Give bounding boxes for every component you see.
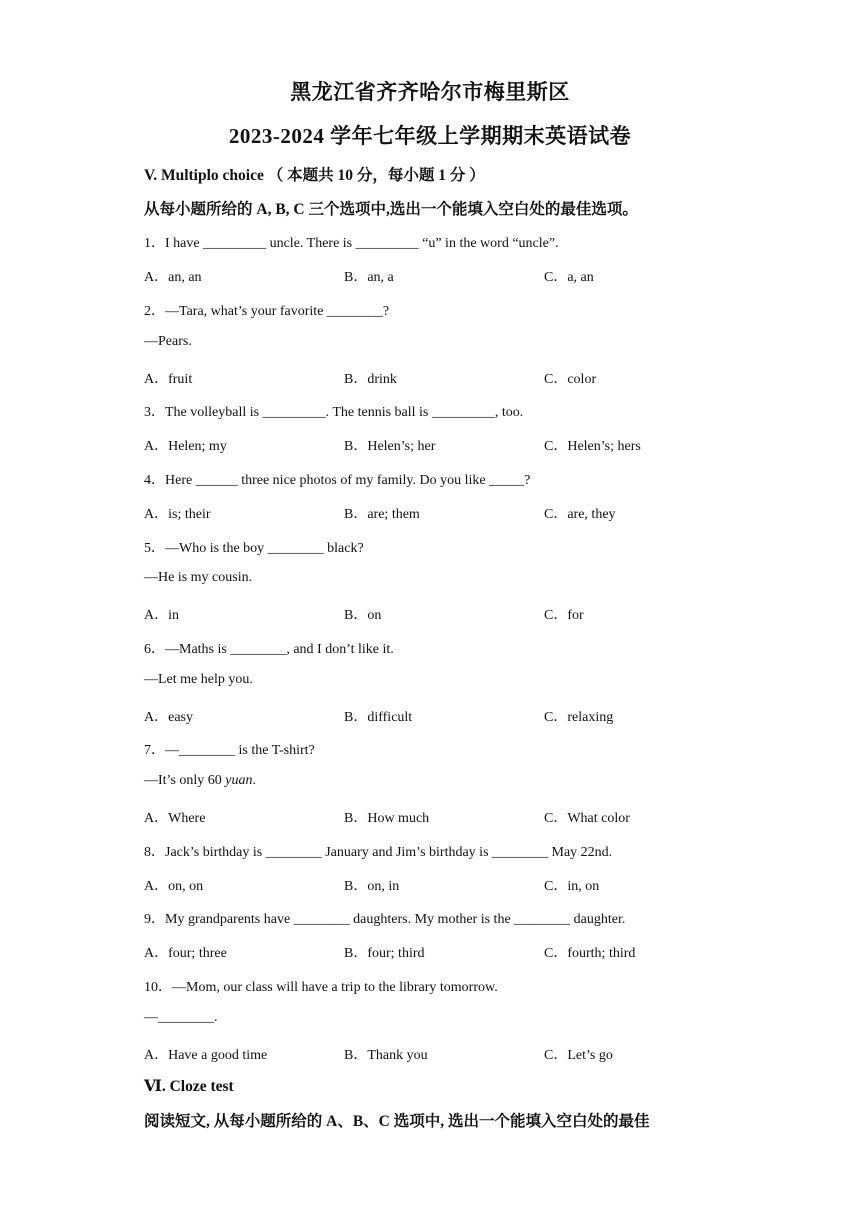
question-5-option-c: C．for [544, 608, 584, 623]
question-3-option-a: A．Helen; my [144, 439, 227, 454]
question-1-option-a: A．an, an [144, 270, 202, 285]
question-2-option-b: B．drink [344, 372, 397, 387]
question-8-option-a: A．on, on [144, 879, 204, 894]
question-10-reply: —________. [144, 1010, 218, 1025]
question-10-option-b: B．Thank you [344, 1048, 428, 1063]
question-5-reply: —He is my cousin. [144, 570, 253, 585]
question-7-reply [144, 773, 256, 789]
section-5-heading: V. Multiplo choice （ 本题共 10 分，每小题 1 分 ） [144, 167, 485, 184]
question-7-option-a: A．Where [144, 811, 206, 826]
question-6-option-c: C．relaxing [544, 710, 614, 725]
question-6-stem: 6．—Maths is ________, and I don’t like it. [144, 642, 394, 657]
question-2-stem: 2．—Tara, what’s your favorite ________? [144, 304, 390, 319]
question-5-option-b: B．on [344, 608, 382, 623]
question-7-stem: 7．—________ is the T-shirt? [144, 743, 315, 758]
question-7-reply-end: . [252, 773, 256, 788]
question-6-reply: —Let me help you. [144, 672, 253, 687]
question-1-option-c: C．a, an [544, 270, 594, 285]
question-6-option-a: A．easy [144, 710, 193, 725]
question-8-option-c: C．in, on [544, 879, 600, 894]
question-10-option-a: A．Have a good time [144, 1048, 268, 1063]
question-9-option-a: A．four; three [144, 946, 227, 961]
question-10-stem: 10．—Mom, our class will have a trip to the library tomorrow. [144, 980, 498, 995]
question-7-option-c: C．What color [544, 811, 630, 826]
question-2-option-a: A．fruit [144, 372, 193, 387]
question-9-stem: 9．My grandparents have ________ daughters. My mother is the ________ daughter. [144, 912, 626, 927]
question-8-option-b: B．on, in [344, 879, 400, 894]
doc-title-line-2: 2023-2024 学年七年级上学期期末英语试卷 [228, 124, 632, 148]
question-4-option-c: C．are, they [544, 507, 616, 522]
question-2-option-c: C．color [544, 372, 597, 387]
question-1-stem: 1．I have _________ uncle. There is _________ “u” in the word “uncle”. [144, 236, 559, 251]
question-7-reply-italic: yuan [225, 773, 253, 788]
question-5-option-a: A．in [144, 608, 179, 623]
question-9-option-c: C．fourth; third [544, 946, 636, 961]
question-7-option-b: B．How much [344, 811, 430, 826]
question-1-option-b: B．an, a [344, 270, 394, 285]
question-4-stem: 4．Here ______ three nice photos of my family. Do you like _____? [144, 473, 531, 488]
question-7-reply-text: —It’s only 60 [144, 773, 226, 788]
section-5-instruction: 从每小题所给的 A, B, C 三个选项中,选出一个能填入空白处的最佳选项。 [144, 201, 638, 218]
doc-title-line-1: 黑龙江省齐齐哈尔市梅里斯区 [290, 80, 570, 104]
question-3-stem: 3．The volleyball is _________. The tennis ball is _________, too. [144, 405, 524, 420]
question-3-option-b: B．Helen’s; her [344, 439, 436, 454]
question-9-option-b: B．four; third [344, 946, 425, 961]
question-8-stem: 8．Jack’s birthday is ________ January and Jim’s birthday is ________ May 22nd. [144, 845, 613, 860]
question-5-stem: 5．—Who is the boy ________ black? [144, 541, 364, 556]
question-3-option-c: C．Helen’s; hers [544, 439, 641, 454]
section-6-instruction: 阅读短文, 从每小题所给的 A、B、C 选项中, 选出一个能填入空白处的最佳 [144, 1113, 650, 1130]
question-4-option-a: A．is; their [144, 507, 211, 522]
section-6-heading: Ⅵ. Cloze test [144, 1078, 234, 1095]
question-2-reply: —Pears. [144, 334, 192, 349]
question-4-option-b: B．are; them [344, 507, 420, 522]
question-6-option-b: B．difficult [344, 710, 413, 725]
question-10-option-c: C．Let’s go [544, 1048, 613, 1063]
